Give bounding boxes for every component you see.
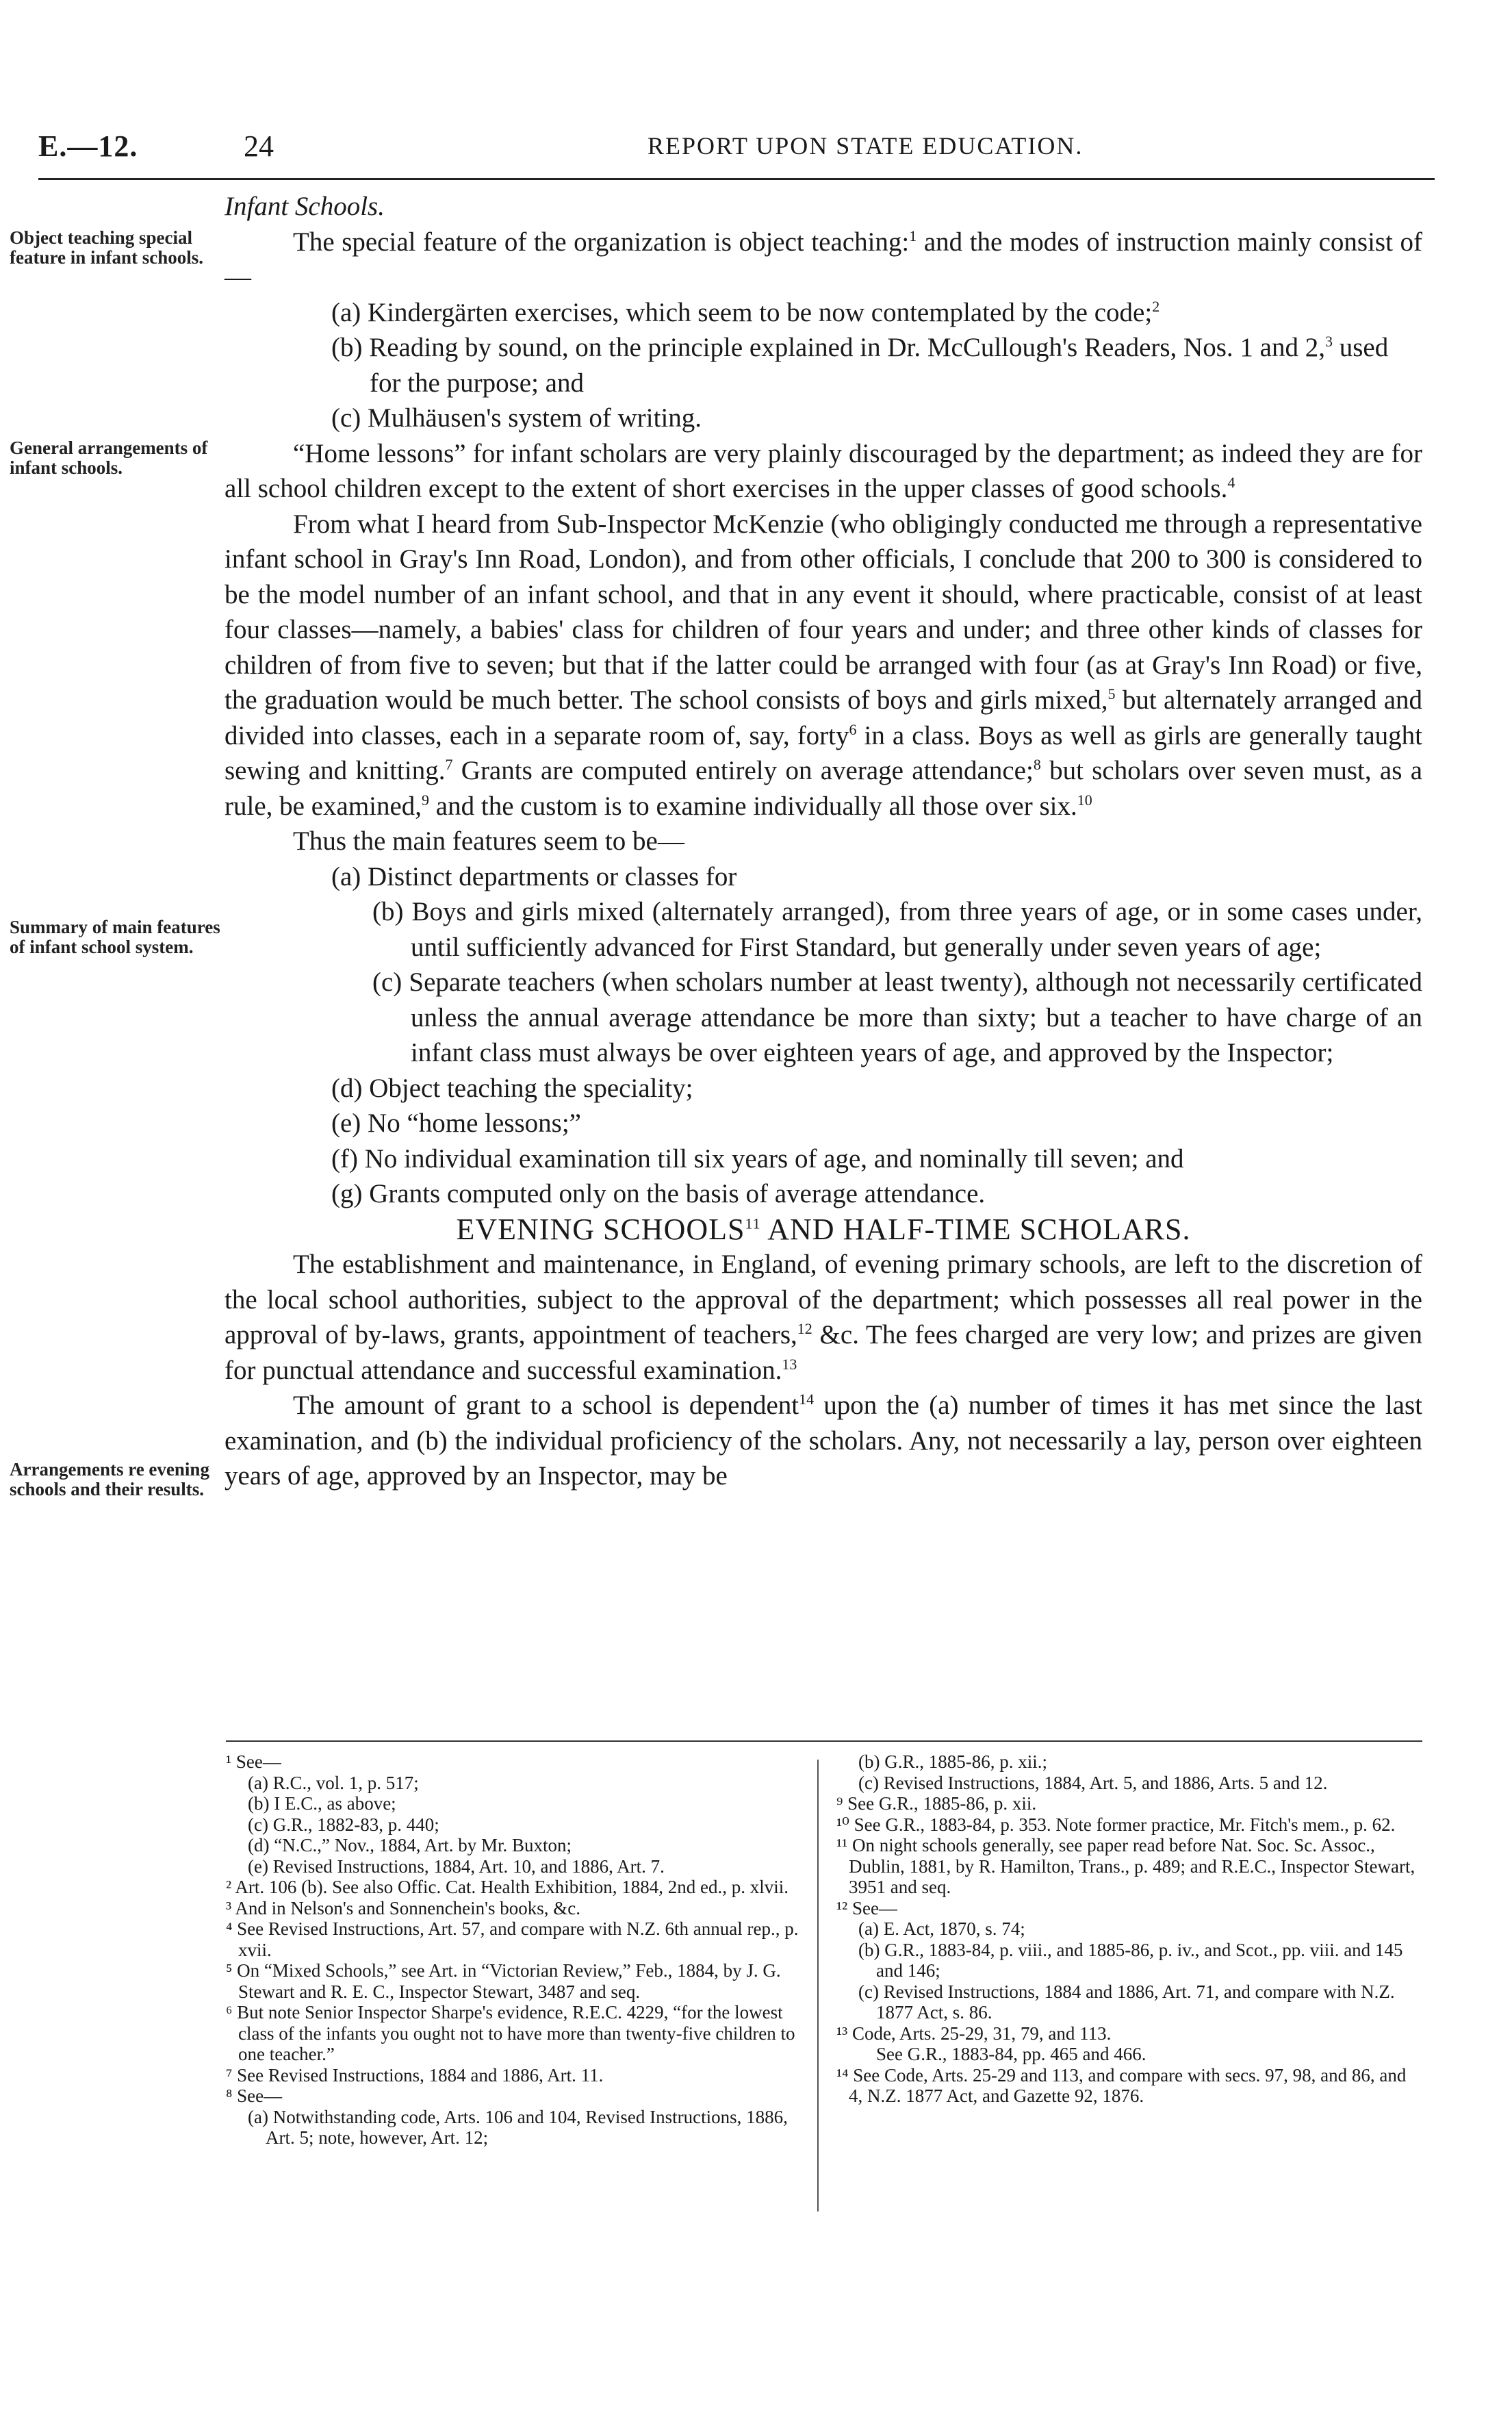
- list-item: (d) Object teaching the speciality;: [331, 1073, 693, 1103]
- footnote: (c) G.R., 1882-83, p. 440;: [248, 1814, 439, 1835]
- footnote: ⁵ On “Mixed Schools,” see Art. in “Victorian Review,” Feb., 1884, by J. G. Stewart and R. E. C., Inspector Stewart, 3487 and seq.: [226, 1960, 781, 2002]
- footnote: ⁴ See Revised Instructions, Art. 57, and compare with N.Z. 6th annual rep., p. xvii.: [226, 1918, 799, 1960]
- footnote: (b) I E.C., as above;: [248, 1793, 396, 1814]
- footnote: ¹ See—: [226, 1751, 281, 1772]
- margin-note-summary: Summary of main features of infant school system.: [10, 917, 220, 957]
- margin-note-evening: Arrangements re evening schools and their results.: [10, 1459, 209, 1499]
- list-item: (e) No “home lessons;”: [331, 1108, 581, 1138]
- margin-note-general-arrangements: General arrangements of infant schools.: [10, 438, 208, 478]
- paragraph-grant-amount: The amount of grant to a school is dependent$^{14}$ upon the (a) number of times it has met since the last examination, and (b) the individual proficiency of the scholars. Any, not necessarily a lay, person over eighteen years of age, approved by an Inspector, may be: [225, 1391, 1422, 1491]
- footnote: (b) G.R., 1885-86, p. xii.;: [858, 1751, 1047, 1772]
- margin-note-object-teaching: Object teaching special feature in infant schools.: [10, 227, 204, 268]
- footnote: ³ And in Nelson's and Sonnenchein's books, &c.: [226, 1897, 581, 1918]
- header-rule: [38, 178, 1435, 180]
- paragraph-main-features: Thus the main features seem to be—: [293, 826, 684, 856]
- footnotes-left-column: [226, 1751, 815, 2148]
- subheading-infant-schools: Infant Schools.: [225, 192, 385, 221]
- footnote: ¹³ Code, Arts. 25-29, 31, 79, and 113.: [836, 2023, 1112, 2044]
- footnote: ¹⁴ See Code, Arts. 25-29 and 113, and compare with secs. 97, 98, and 86, and 4, N.Z. 1877 Act, and Gazette 92, 1876.: [836, 2064, 1407, 2106]
- paragraph-home-lessons: “Home lessons” for infant scholars are very plainly discouraged by the department; as indeed they are for all school children except to the extent of short exercises in the upper classes of good schools.$^4$: [225, 438, 1422, 503]
- footnote: (c) Revised Instructions, 1884, Art. 5, and 1886, Arts. 5 and 12.: [858, 1772, 1328, 1793]
- footnote: (d) “N.C.,” Nov., 1884, Art. by Mr. Buxton;: [248, 1835, 572, 1855]
- list-item: (c) Mulhäusen's system of writing.: [331, 403, 702, 433]
- series-number: E.—12.: [38, 129, 138, 163]
- footnotes-right-column: [836, 1751, 1422, 2107]
- footnote: ⁸ See—: [226, 2086, 283, 2106]
- list-item: (f) No individual examination till six years of age, and nominally till seven; and: [331, 1143, 1184, 1174]
- list-item: (a) Kindergärten exercises, which seem to be now contemplated by the code;$^2$: [331, 297, 1160, 327]
- list-item: (c) Separate teachers (when scholars number at least twenty), although not necessarily certificated unless the annual average attendance be more than sixty; but a teacher to have charge of an infant class must always be over eighteen years of age, and approved by the Inspector;: [372, 967, 1422, 1067]
- page-number: 24: [244, 129, 274, 163]
- page-header: [38, 129, 1435, 177]
- footnote: See G.R., 1883-84, pp. 465 and 466.: [876, 2044, 1146, 2064]
- list-item: (g) Grants computed only on the basis of average attendance.: [331, 1179, 986, 1208]
- footnote: (a) E. Act, 1870, s. 74;: [858, 1918, 1025, 1939]
- paragraph-evening-schools: The establishment and maintenance, in England, of evening primary schools, are left to the discretion of the local school authorities, subject to the approval of the department; which possesses all real power in the approval of by-laws, grants, appointment of teachers,$^{12}$ &c. The fees charged are very low; and prizes are given for punctual attendance and successful examination.$^{13}$: [225, 1250, 1422, 1385]
- main-text: [225, 189, 1422, 1494]
- footnote-rule: [226, 1740, 1422, 1742]
- footnote: ⁶ But note Senior Inspector Sharpe's evidence, R.E.C. 4229, “for the lowest class of the infants you ought not to have more than twenty-five children to one teacher.”: [226, 2002, 795, 2064]
- paragraph-object-teaching: The special feature of the organization is object teaching:$^1$ and the modes of instruction mainly consist of—: [225, 227, 1422, 292]
- paragraph-mckenzie: From what I heard from Sub-Inspector McKenzie (who obligingly conducted me through a representative infant school in Gray's Inn Road, London), and from other officials, I conclude that 200 to 300 is considered to be the model number of an infant school, and that in any event it should, where practicable, consist of at least four classes—namely, a babies' class for children of four years and under; and three other kinds of classes for children of from five to seven; but that if the latter could be arranged with four (as at Gray's Inn Road) or five, the graduation would be much better. The school consists of boys and girls mixed,$^5$ but alternately arranged and divided into classes, each in a separate room of, say, forty$^6$ in a class. Boys as well as girls are generally taught sewing and knitting.$^7$ Grants are computed entirely on average attendance;$^8$ but scholars over seven must, as a rule, be examined,$^9$ and the custom is to examine individually all those over six.$^{10}$: [225, 509, 1423, 821]
- footnote: (a) R.C., vol. 1, p. 517;: [248, 1772, 419, 1793]
- list-item: (b) Boys and girls mixed (alternately arranged), from three years of age, or in some cases under, until sufficiently advanced for First Standard, but generally under seven years of age;: [372, 897, 1423, 962]
- footnote: (b) G.R., 1883-84, p. viii., and 1885-86, p. iv., and Scot., pp. viii. and 145 and 146;: [858, 1939, 1403, 1981]
- footnote: (a) Notwithstanding code, Arts. 106 and 104, Revised Instructions, 1886, Art. 5; note, however, Art. 12;: [248, 2106, 788, 2148]
- list-item: (b) Reading by sound, on the principle explained in Dr. McCullough's Readers, Nos. 1 and 2,$^3$ used for the purpose; and: [331, 333, 1389, 398]
- footnote: ⁷ See Revised Instructions, 1884 and 1886, Art. 11.: [226, 2064, 604, 2086]
- footnote: ⁹ See G.R., 1885-86, p. xii.: [836, 1793, 1037, 1814]
- footnote: (e) Revised Instructions, 1884, Art. 10, and 1886, Art. 7.: [248, 1855, 665, 1877]
- footnote: ¹¹ On night schools generally, see paper read before Nat. Soc. Sc. Assoc., Dublin, 1881, by R. Hamilton, Trans., p. 489; and R.E.C., Inspector Stewart, 3951 and seq.: [836, 1835, 1415, 1897]
- section-title-evening-schools: EVENING SCHOOLS$^{11}$ AND HALF-TIME SCHOLARS.: [456, 1212, 1191, 1246]
- footnote: (c) Revised Instructions, 1884 and 1886, Art. 71, and compare with N.Z. 1877 Act, s. 86.: [858, 1981, 1395, 2023]
- list-item: (a) Distinct departments or classes for: [331, 861, 737, 891]
- footnote: ¹² See—: [836, 1897, 897, 1918]
- footnote: ² Art. 106 (b). See also Offic. Cat. Health Exhibition, 1884, 2nd ed., p. xlvii.: [226, 1877, 789, 1897]
- running-title: REPORT UPON STATE EDUCATION.: [648, 132, 1084, 160]
- footnote-column-divider: [817, 1760, 819, 2211]
- footnote: ¹⁰ See G.R., 1883-84, p. 353. Note former practice, Mr. Fitch's mem., p. 62.: [836, 1814, 1396, 1835]
